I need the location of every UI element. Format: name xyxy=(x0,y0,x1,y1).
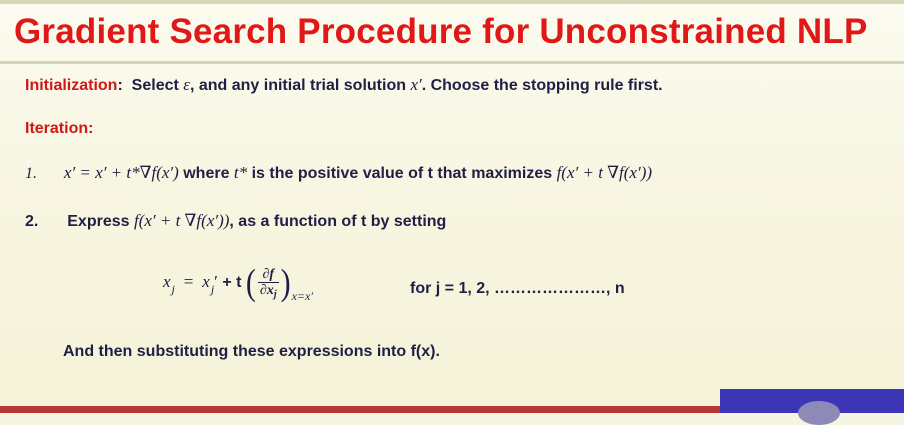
step-2-text-a: Express xyxy=(67,213,134,230)
index-range: for j = 1, 2, …………………, n xyxy=(410,280,625,297)
step-1-line xyxy=(25,163,652,183)
rhs-variable: x xyxy=(202,272,210,292)
initialization-colon: : xyxy=(117,77,123,94)
top-divider xyxy=(0,0,904,4)
step-2-text-b: , as a function of t by setting xyxy=(229,213,447,230)
step-1-update-formula: x′ = x′ + t*∇f(x′) xyxy=(63,163,179,182)
lhs-subscript: j xyxy=(171,282,175,297)
step-1-objective: f(x′ + t ∇f(x′)) xyxy=(556,163,653,182)
equals-sign: = xyxy=(183,272,194,292)
bottom-accent-band xyxy=(0,406,720,413)
fraction-denominator-var: ∂x xyxy=(259,283,274,298)
rhs-prime: ′ xyxy=(214,272,218,292)
evaluation-point: x=x′ xyxy=(291,289,313,304)
right-paren: ) xyxy=(280,261,291,303)
partial-fraction xyxy=(258,267,279,299)
initialization-label: Initialization xyxy=(25,77,118,94)
fraction-numerator: ∂f xyxy=(258,267,279,283)
left-paren: ( xyxy=(245,261,256,303)
initialization-text-a: Select xyxy=(131,77,184,94)
step-1-number: 1. xyxy=(25,165,37,182)
lhs-variable: x xyxy=(163,272,171,292)
step-1-text-b: is the positive value of t that maximizes xyxy=(247,165,557,182)
fraction-denominator-sub: j xyxy=(273,289,277,300)
step-2-line xyxy=(25,211,446,231)
fraction-denominator xyxy=(258,283,279,299)
slide-title: Gradient Search Procedure for Unconstrained NLP xyxy=(14,12,868,51)
step-1-text-a: where xyxy=(178,165,234,182)
plus-t: + t xyxy=(222,274,242,292)
step-2-number: 2. xyxy=(25,213,39,230)
partial-derivative xyxy=(245,261,291,303)
initialization-text-b: , and any initial trial solution xyxy=(189,77,411,94)
rhs-subscript: j xyxy=(210,282,215,297)
initial-solution-symbol: x′ xyxy=(410,75,422,94)
step-2-objective: f(x′ + t ∇f(x′)) xyxy=(133,211,230,230)
initialization-line xyxy=(25,75,663,95)
step-1-t-star: t* xyxy=(233,163,248,182)
presenter-avatar-edge xyxy=(798,401,840,425)
final-line: And then substituting these expressions into f(x). xyxy=(63,343,440,360)
iteration-label: Iteration: xyxy=(25,120,94,137)
title-divider xyxy=(0,61,904,64)
epsilon-symbol: ε xyxy=(183,75,190,94)
coordinate-equation xyxy=(163,261,313,304)
initialization-text-c: . Choose the stopping rule first. xyxy=(421,77,663,94)
